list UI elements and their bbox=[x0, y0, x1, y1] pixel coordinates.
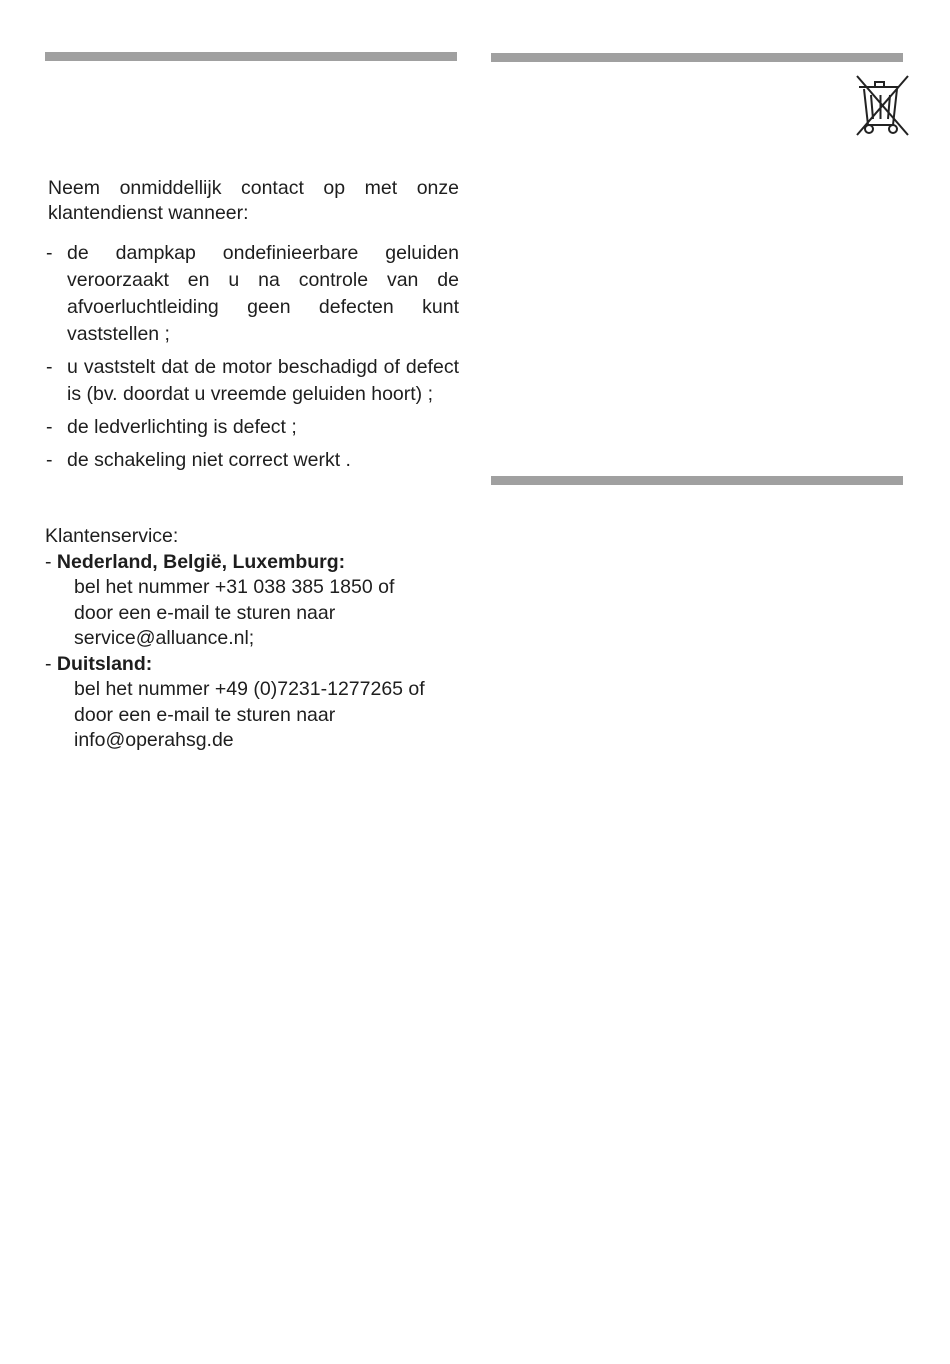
list-bullet: - bbox=[46, 416, 53, 438]
list-item bbox=[46, 447, 459, 474]
list-bullet: - bbox=[46, 449, 53, 471]
section-divider-left bbox=[45, 52, 457, 61]
section-divider-right-top bbox=[491, 53, 903, 62]
phone-line: bel het nummer +31 038 385 1850 of bbox=[74, 576, 395, 598]
list-item-text: de dampkap ondefinieerbare geluiden veroorzaakt en u na controle van de afvoerluchtleiding geen defecten kunt vaststellen ; bbox=[67, 242, 459, 345]
region-name: Duitsland: bbox=[56, 652, 153, 675]
list-bullet: - bbox=[46, 356, 53, 378]
email-instruction: door een e-mail te sturen naar bbox=[74, 601, 336, 624]
issue-list bbox=[46, 240, 459, 480]
list-item-text: de schakeling niet correct werkt . bbox=[67, 449, 351, 471]
email-address: info@operahsg.de bbox=[74, 729, 234, 751]
region-heading bbox=[45, 550, 465, 576]
region-name: Nederland, België, Luxemburg: bbox=[56, 550, 346, 573]
phone-line: bel het nummer +49 (0)7231-1277265 of bbox=[74, 678, 425, 700]
list-item bbox=[46, 240, 459, 348]
list-item-text: u vaststelt dat de motor beschadigd of defect is (bv. doordat u vreemde geluiden hoort) ; bbox=[67, 356, 459, 405]
intro-text: Neem onmiddellijk contact op met onze klantendienst wanneer: bbox=[48, 177, 459, 224]
email-address: service@alluance.nl; bbox=[74, 627, 255, 649]
list-item-text: de ledverlichting is defect ; bbox=[67, 416, 297, 438]
crossed-out-wheelie-bin-icon bbox=[853, 73, 911, 137]
service-heading: Klantenservice: bbox=[45, 525, 179, 547]
list-item bbox=[46, 354, 459, 408]
section-divider-right-middle bbox=[491, 476, 903, 485]
region-heading bbox=[45, 652, 465, 678]
email-instruction: door een e-mail te sturen naar bbox=[74, 703, 336, 726]
region-prefix: - bbox=[45, 652, 57, 675]
list-item bbox=[46, 414, 459, 441]
list-bullet: - bbox=[46, 242, 53, 264]
region-prefix: - bbox=[45, 550, 57, 573]
customer-service-block bbox=[45, 524, 465, 754]
